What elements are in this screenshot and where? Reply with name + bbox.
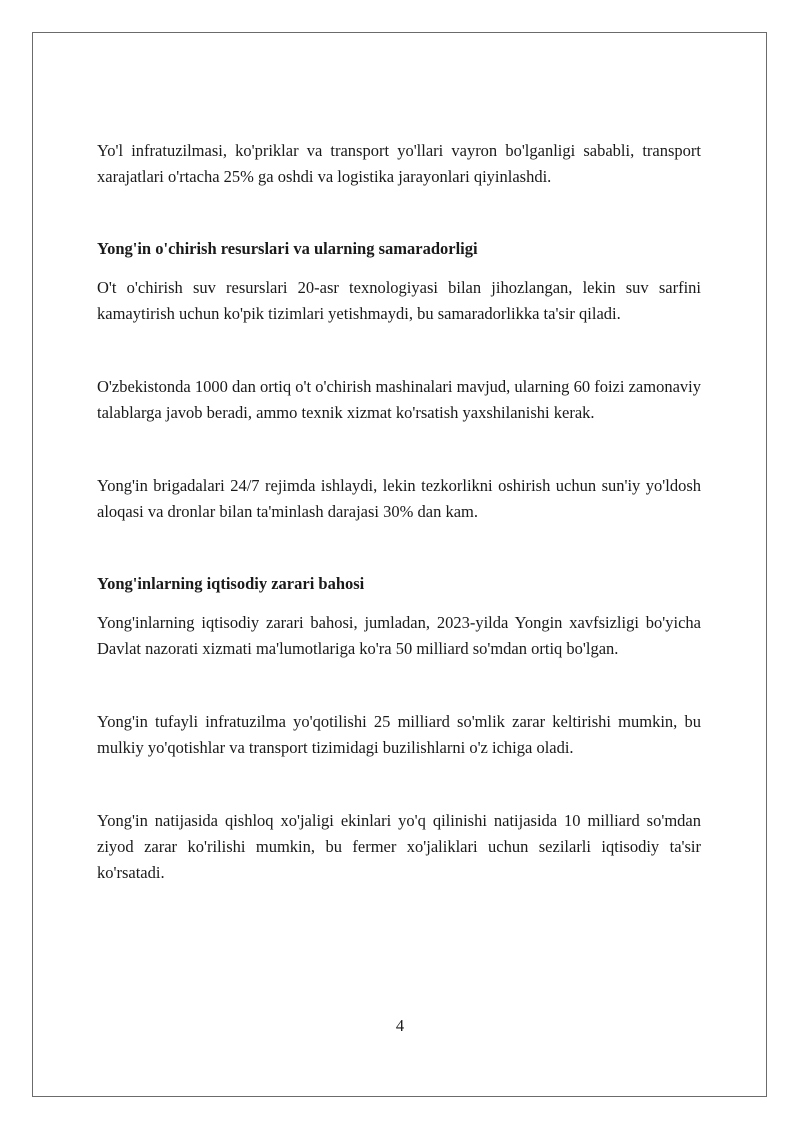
heading-economic-damage: Yong'inlarning iqtisodiy zarari bahosi (97, 574, 365, 593)
paragraph-fire-brigades: Yong'in brigadalari 24/7 rejimda ishlaydi, lekin tezkorlikni oshirish uchun sun'iy yo'ldosh aloqasi va dronlar bilan ta'minlash darajasi 30% dan kam. (97, 476, 701, 521)
paragraph-infrastructure-loss: Yong'in tufayli infratuzilma yo'qotilishi 25 milliard so'mlik zarar keltirishi mumkin, bu mulkiy yo'qotishlar va transport tizimidagi buzilishlarni o'z ichiga oladi. (97, 712, 701, 757)
page-number: 4 (395, 1016, 405, 1035)
paragraph-water-resources: O't o'chirish suv resurslari 20-asr texnologiyasi bilan jihozlangan, lekin suv sarfini kamaytirish uchun ko'pik tizimlari yetishmaydi, bu samaradorlikka ta'sir qiladi. (97, 278, 701, 323)
document-body (97, 138, 701, 886)
paragraph-infrastructure-costs: Yo'l infratuzilmasi, ko'priklar va transport yo'llari vayron bo'lganligi sababli, transport xarajatlari o'rtacha 25% ga oshdi va logistika jarayonlari qiyinlashdi. (97, 141, 701, 186)
paragraph-agriculture-loss: Yong'in natijasida qishloq xo'jaligi ekinlari yo'q qilinishi natijasida 10 milliard so'mdan ziyod zarar ko'rilishi mumkin, bu fermer xo'jaliklari uchun sezilarli iqtisodiy ta'sir ko'rsatadi. (97, 811, 701, 882)
heading-firefighting-resources: Yong'in o'chirish resurslari va ularning samaradorligi (97, 239, 478, 258)
paragraph-economic-damage-estimate: Yong'inlarning iqtisodiy zarari bahosi, jumladan, 2023-yilda Yongin xavfsizligi bo'yicha Davlat nazorati xizmati ma'lumotlariga ko'ra 50 milliard so'mdan ortiq bo'lgan. (97, 613, 701, 658)
paragraph-fire-trucks: O'zbekistonda 1000 dan ortiq o't o'chirish mashinalari mavjud, ularning 60 foizi zamonaviy talablarga javob beradi, ammo texnik xizmat ko'rsatish yaxshilanishi kerak. (97, 377, 701, 422)
